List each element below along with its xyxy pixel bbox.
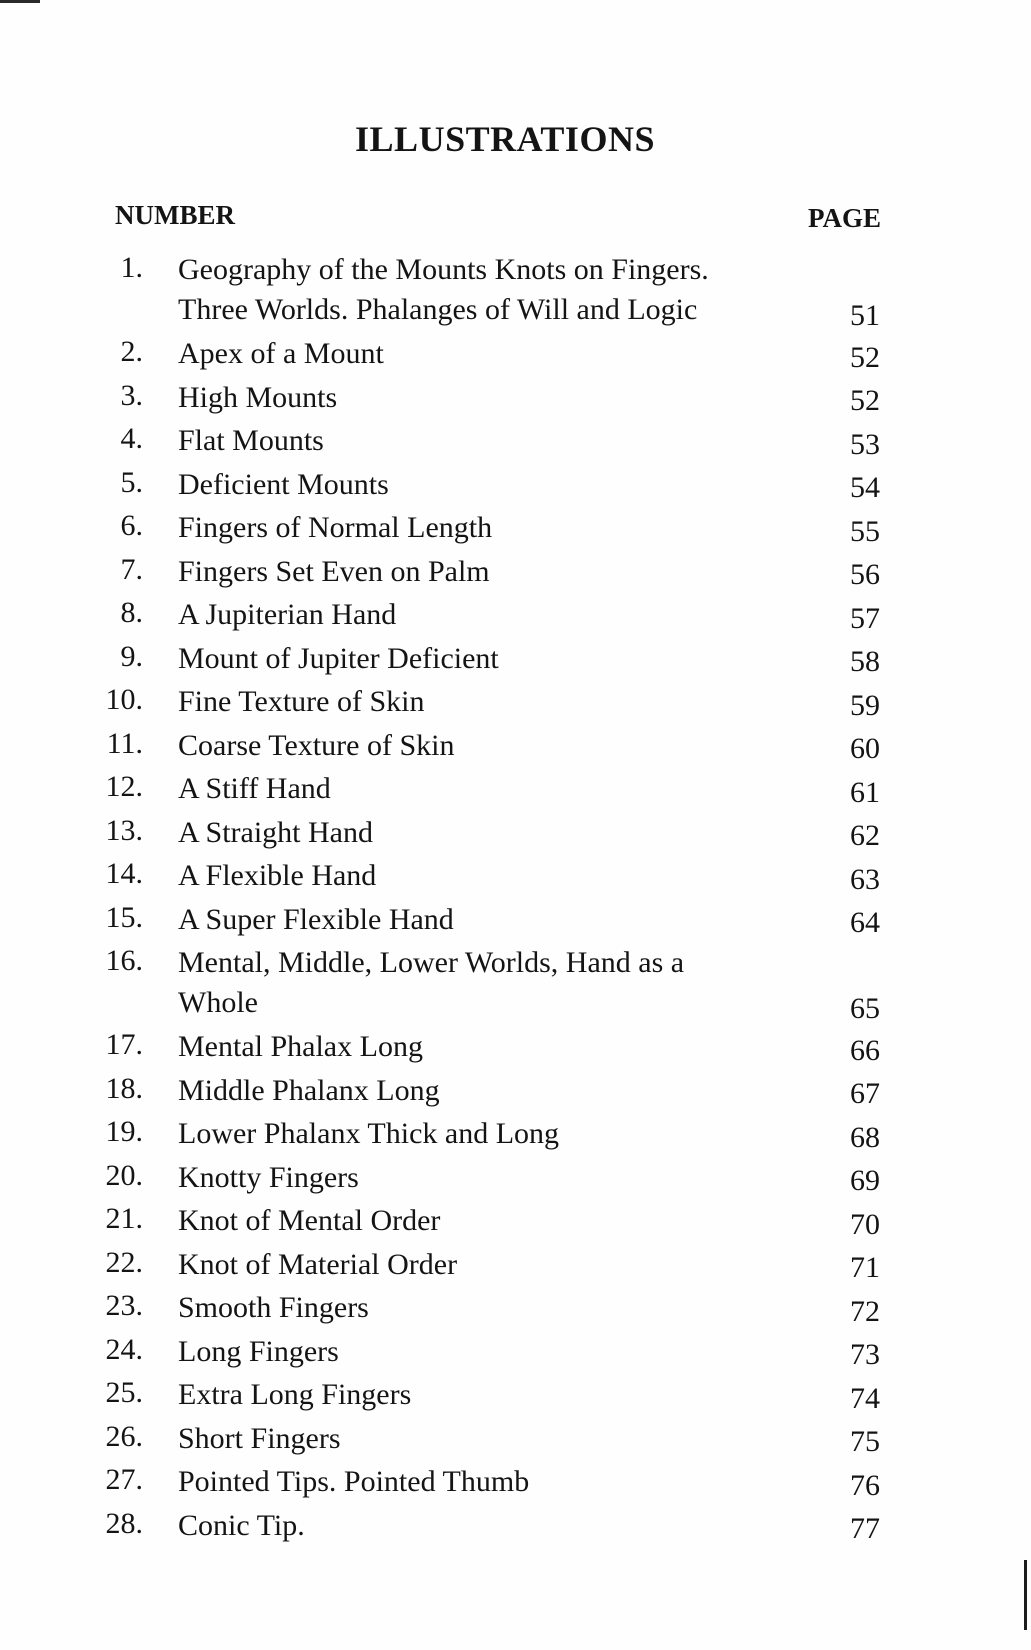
item-number: 4. [120,422,143,455]
item-title: Flat Mounts [178,424,324,457]
item-page-number: 74 [850,1381,880,1415]
list-item [0,900,1031,944]
item-title: Knot of Mental Order [178,1204,441,1237]
list-item [0,682,1031,726]
list-item [0,1332,1031,1376]
item-title: Mount of Jupiter Deficient [178,641,499,675]
item-number: 14. [105,857,143,890]
item-title: Knot of Material Order [178,1247,458,1281]
item-number: 21. [105,1202,143,1235]
item-page-number: 72 [850,1294,880,1328]
item-page-number: 71 [850,1251,880,1284]
item-page-number: 77 [850,1512,880,1545]
item-page-number: 59 [850,688,880,722]
item-number: 1. [120,251,143,284]
item-page-number: 62 [850,819,880,852]
item-number: 28. [105,1506,143,1540]
item-title: Mental, Middle, Lower Worlds, Hand as a Whole [178,946,685,1019]
list-item [0,1419,1031,1463]
item-title: Knotty Fingers [178,1160,359,1194]
item-title: Fingers of Normal Length [178,511,493,544]
item-title: Long Fingers [178,1334,339,1368]
item-page-number: 56 [850,558,880,591]
item-title: A Straight Hand [178,815,373,849]
item-page-number: 75 [850,1425,880,1458]
item-page-number: 52 [850,384,880,417]
item-number: 9. [120,639,143,673]
item-number: 20. [105,1158,143,1192]
item-title: Coarse Texture of Skin [178,728,455,762]
item-page-number: 70 [850,1207,880,1241]
item-page-number: 69 [850,1164,880,1197]
item-page-number: 76 [850,1468,880,1502]
list-item [0,639,1031,683]
item-title: Apex of a Mount [178,337,384,370]
item-title: Extra Long Fingers [178,1378,412,1411]
item-number: 6. [120,509,143,542]
item-page-number: 51 [850,299,880,332]
item-number: 19. [105,1115,143,1148]
item-page-number: 64 [850,906,880,939]
item-page-number: 57 [850,601,880,635]
item-number: 27. [105,1463,143,1496]
item-number: 5. [120,465,143,499]
list-item [0,1114,1031,1158]
list-item [0,1201,1031,1245]
list-item [0,1506,1031,1550]
item-title: Lower Phalanx Thick and Long [178,1117,560,1150]
item-page-number: 54 [850,471,880,504]
number-column-header: NUMBER [115,200,235,230]
item-page-number: 66 [850,1033,880,1067]
list-item [0,726,1031,770]
item-title: Middle Phalanx Long [178,1073,440,1107]
item-number: 3. [120,378,143,412]
item-title: A Super Flexible Hand [178,902,454,936]
list-item [0,334,1031,378]
item-number: 12. [105,770,143,803]
item-number: 25. [105,1376,143,1409]
item-title: Conic Tip. [178,1508,305,1542]
item-title: Short Fingers [178,1421,341,1455]
item-number: 15. [105,900,143,934]
item-number: 2. [120,335,143,368]
item-page-number: 73 [850,1338,880,1371]
page-title: ILLUSTRATIONS [355,119,655,159]
list-item [0,813,1031,857]
item-title: High Mounts [178,380,338,414]
item-title: A Stiff Hand [178,772,331,805]
item-number: 24. [105,1332,143,1366]
item-title: Deficient Mounts [178,467,389,501]
item-number: 22. [105,1245,143,1279]
item-number: 17. [105,1028,143,1061]
item-title: Smooth Fingers [178,1291,369,1324]
item-page-number: 52 [850,340,880,374]
list-item [0,1158,1031,1202]
item-number: 23. [105,1289,143,1322]
item-page-number: 67 [850,1077,880,1110]
item-title: A Jupiterian Hand [178,598,397,631]
item-page-number: 68 [850,1120,880,1154]
list-item [0,465,1031,509]
list-item [0,1375,1031,1419]
list-item [0,856,1031,900]
list-item [0,943,1031,1027]
item-title: Pointed Tips. Pointed Thumb [178,1465,530,1498]
item-number: 13. [105,813,143,847]
list-item [0,595,1031,639]
list-item [0,552,1031,596]
list-item [0,378,1031,422]
list-item [0,1288,1031,1332]
item-number: 8. [120,596,143,629]
list-item [0,1462,1031,1506]
list-item [0,769,1031,813]
item-number: 16. [105,944,143,977]
item-number: 11. [106,726,143,760]
item-number: 7. [120,552,143,586]
list-item [0,1071,1031,1115]
illustrations-list [0,250,1031,1549]
list-item [0,508,1031,552]
list-item [0,1027,1031,1071]
item-title: Fingers Set Even on Palm [178,554,490,588]
scan-edge-mark [1024,1560,1027,1630]
item-page-number: 65 [850,992,880,1025]
item-page-number: 61 [850,775,880,809]
list-item [0,421,1031,465]
list-item [0,250,1031,334]
item-number: 10. [105,683,143,716]
page-column-header: PAGE [808,203,881,233]
item-page-number: 63 [850,862,880,896]
item-page-number: 60 [850,732,880,765]
item-title: A Flexible Hand [178,859,377,892]
list-item [0,1245,1031,1289]
item-page-number: 55 [850,514,880,548]
item-page-number: 58 [850,645,880,678]
item-number: 26. [105,1419,143,1453]
item-page-number: 53 [850,427,880,461]
item-title: Mental Phalax Long [178,1030,423,1063]
item-title: Fine Texture of Skin [178,685,425,718]
scan-edge-mark [0,0,40,3]
item-number: 18. [105,1071,143,1105]
item-title: Geography of the Mounts Knots on Fingers. Three Worlds. Phalanges of Will and Logic [178,253,709,326]
